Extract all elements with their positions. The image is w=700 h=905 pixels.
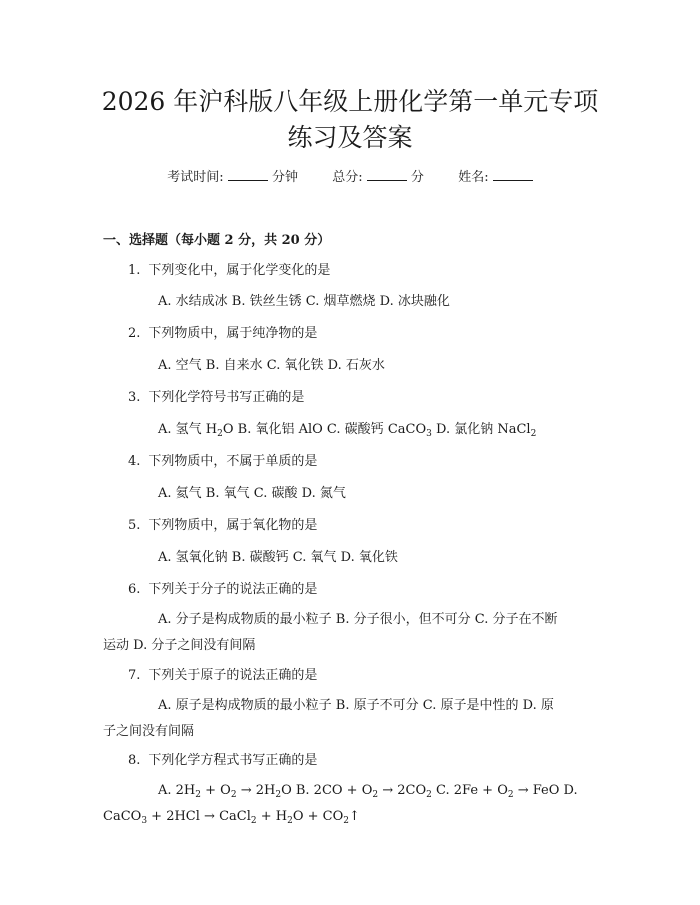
question-5-options (103, 549, 595, 567)
option-text: D. 氯化钠 NaCl (431, 422, 531, 437)
question-stem: 下列化学符号书写正确的是 (148, 390, 305, 405)
equation-text: + 2HCl → CaCl (147, 809, 251, 824)
question-stem: 下列关于分子的说法正确的是 (148, 582, 318, 597)
equation-text: → 2H (236, 783, 276, 798)
page-title-line-2: 练习及答案 (287, 123, 413, 152)
equation-text: CaCO (103, 809, 142, 824)
equation-text: + H (256, 809, 288, 824)
up-arrow-symbol: ↑ (349, 809, 360, 824)
question-8 (128, 752, 317, 770)
options-text: A. 氢氧化钠 B. 碳酸钙 C. 氧气 D. 氧化铁 (158, 550, 398, 565)
question-stem: 下列化学方程式书写正确的是 (148, 753, 318, 768)
question-stem: 下列变化中，属于化学变化的是 (148, 263, 331, 278)
equation-text: O + CO (292, 809, 344, 824)
options-text: A. 空气 B. 自来水 C. 氧化铁 D. 石灰水 (158, 358, 385, 373)
question-3 (128, 389, 304, 407)
question-number: 3. (128, 390, 141, 405)
subscript: 2 (275, 790, 282, 800)
question-2 (128, 325, 317, 343)
page-title-line-1: 2026 年沪科版八年级上册化学第一单元专项 (101, 87, 599, 116)
options-text-line-1: A. 原子是构成物质的最小粒子 B. 原子不可分 C. 原子是中性的 D. 原 (158, 698, 554, 713)
time-blank[interactable] (228, 168, 268, 181)
subscript: 2 (426, 790, 432, 800)
question-2-options (103, 357, 595, 375)
question-number: 1. (128, 263, 141, 278)
question-number: 7. (128, 668, 141, 683)
question-number: 5. (128, 518, 141, 533)
subscript: 2 (287, 816, 293, 826)
question-7-options (103, 697, 595, 741)
equation-text: C. 2Fe + O (431, 783, 508, 798)
question-number: 6. (128, 582, 141, 597)
subscript: 2 (217, 429, 223, 439)
equation-text: → FeO D. (513, 783, 578, 798)
score-blank[interactable] (367, 168, 407, 181)
score-label: 总分: (332, 170, 363, 185)
equation-text: O B. 2CO + O (281, 783, 373, 798)
exam-meta (0, 168, 700, 187)
option-text: O B. 氧化铝 AlO C. 碳酸钙 CaCO (222, 422, 427, 437)
subscript: 2 (250, 816, 257, 826)
score-unit: 分 (410, 170, 424, 185)
question-1 (128, 262, 330, 280)
subscript: 3 (141, 816, 148, 826)
question-6-options (103, 611, 595, 655)
subscript: 2 (230, 790, 237, 800)
subscript: 2 (530, 429, 537, 439)
question-stem: 下列物质中，不属于单质的是 (148, 454, 318, 469)
time-unit: 分钟 (271, 170, 298, 185)
subscript: 3 (426, 429, 432, 439)
section-heading: 一、选择题（每小题 2 分，共 20 分） (103, 233, 331, 248)
equation-text: + O (201, 783, 231, 798)
subscript: 2 (195, 790, 201, 800)
question-8-options (103, 782, 595, 826)
question-7 (128, 667, 317, 685)
option-text: A. 氢气 H (158, 422, 218, 437)
options-text-line-1: A. 分子是构成物质的最小粒子 B. 分子很小，但不可分 C. 分子在不断 (158, 612, 558, 627)
options-text-line-2: 子之间没有间隔 (103, 724, 195, 739)
name-blank[interactable] (493, 168, 533, 181)
question-4-options (103, 485, 595, 503)
subscript: 2 (343, 816, 350, 826)
question-stem: 下列物质中，属于纯净物的是 (148, 326, 318, 341)
question-4 (128, 453, 317, 471)
name-label: 姓名: (458, 170, 489, 185)
question-number: 2. (128, 326, 141, 341)
question-5 (128, 517, 317, 535)
equation-text: A. 2H (158, 783, 196, 798)
question-1-options (103, 293, 595, 311)
question-6 (128, 581, 317, 599)
options-text: A. 氦气 B. 氧气 C. 碳酸 D. 氮气 (158, 486, 346, 501)
question-number: 8. (128, 753, 141, 768)
options-text-line-2: 运动 D. 分子之间没有间隔 (103, 638, 256, 653)
question-3-options (103, 421, 595, 439)
question-number: 4. (128, 454, 141, 469)
question-stem: 下列关于原子的说法正确的是 (148, 668, 318, 683)
time-label: 考试时间: (167, 170, 224, 185)
subscript: 2 (507, 790, 514, 800)
question-stem: 下列物质中，属于氧化物的是 (148, 518, 318, 533)
equation-text: → 2CO (378, 783, 427, 798)
options-text: A. 水结成冰 B. 铁丝生锈 C. 烟草燃烧 D. 冰块融化 (158, 294, 450, 309)
subscript: 2 (372, 790, 379, 800)
